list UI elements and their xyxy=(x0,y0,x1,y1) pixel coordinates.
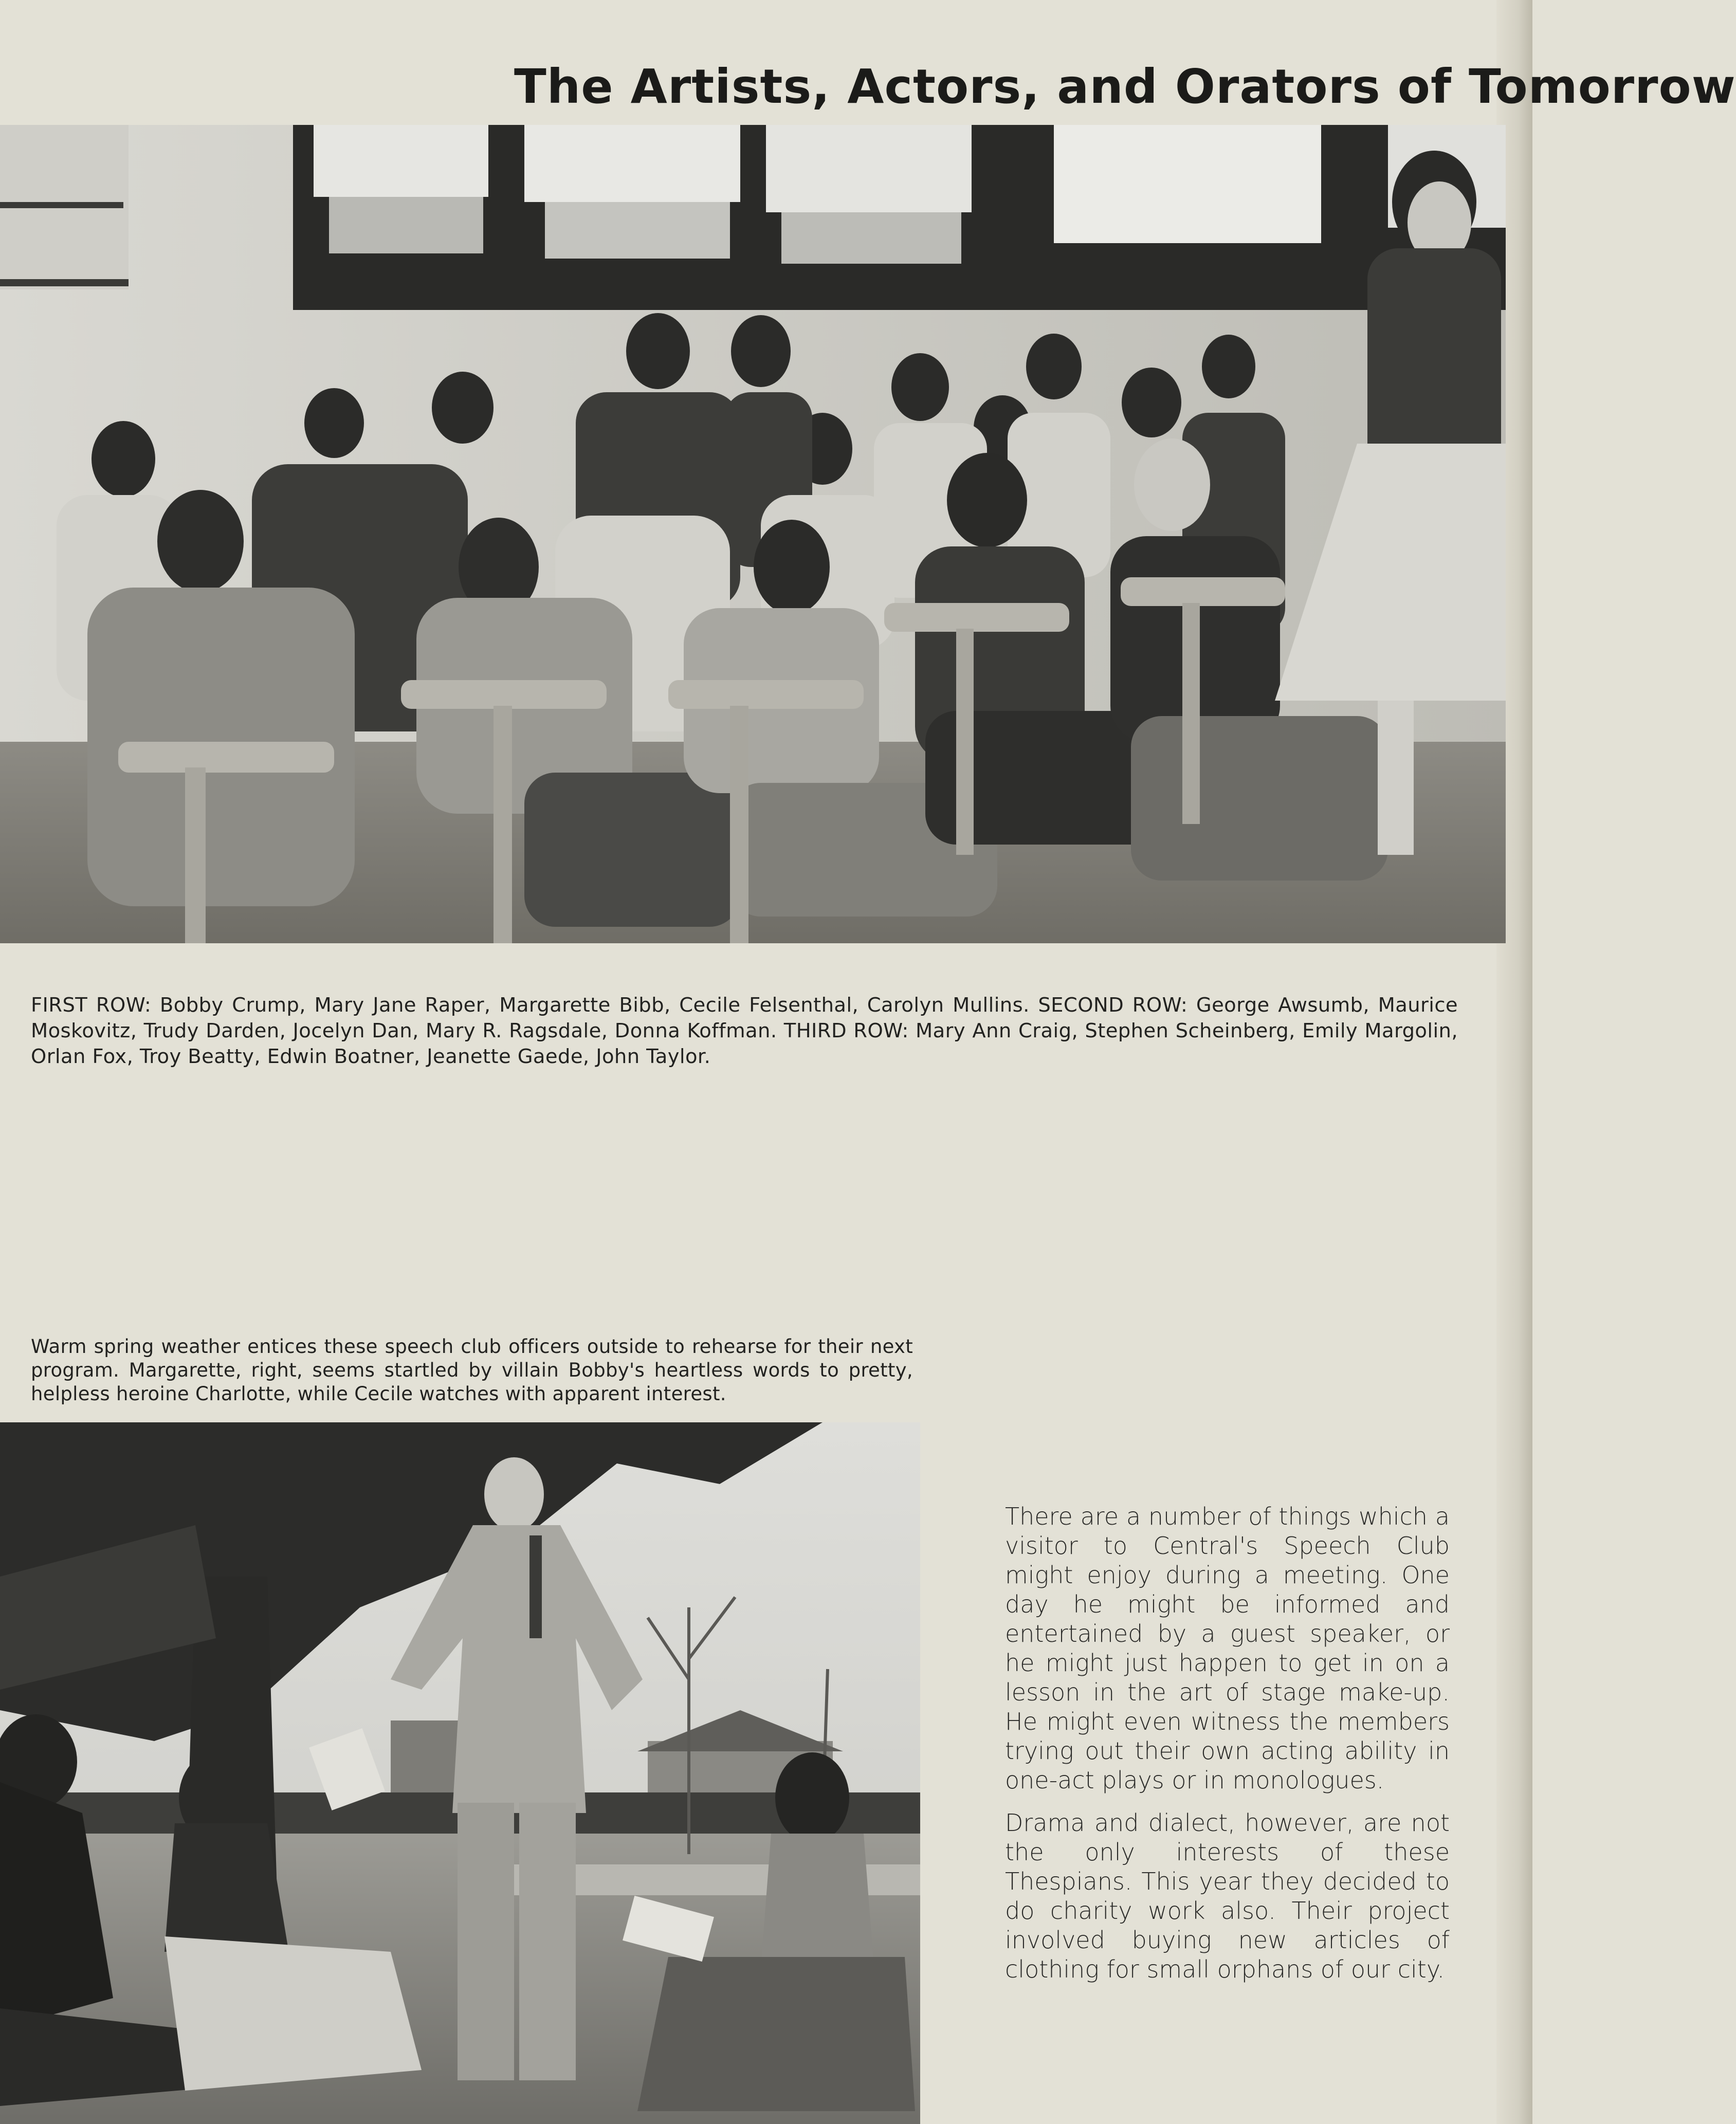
outdoor-rehearsal-photo xyxy=(0,1422,920,2124)
classroom-photo xyxy=(0,125,1506,943)
article-paragraph: Drama and dialect, however, are not the only interests of these Thespians. This year they decided to do charity work also. Their project involved buying new articles of clothing for small orphans of our city. xyxy=(1005,1809,1450,1983)
article-paragraph: There are a number of things which a visitor to Central's Speech Club might enjoy during a meeting. One day he might be informed and entertained by a guest speaker, or he might just happen to get in on a lesson in the art of stage make-up. He might even witness the members trying out their own acting ability in one-act plays or in monologues. xyxy=(1005,1503,1450,1794)
bottom-photo-caption: Warm spring weather entices these speech club officers outside to rehearse for their next program. Margarette, right, seems startled by villain Bobby's heartless words to pretty, helpless heroine Charlotte, while Cecile watches with apparent interest. xyxy=(31,1335,913,1405)
article-body xyxy=(1005,1502,1450,1998)
page-title: The Artists, Actors, and Orators of Tomorrow xyxy=(514,59,1736,114)
top-photo-caption: FIRST ROW: Bobby Crump, Mary Jane Raper, Margarette Bibb, Cecile Felsenthal, Carolyn Mullins. SECOND ROW: George Awsumb, Maurice Moskovitz, Trudy Darden, Jocelyn Dan, Mary R. Ragsdale, Donna Koffman. THIRD ROW: Mary Ann Craig, Stephen Scheinberg, Emily Margolin, Orlan Fox, Troy Beatty, Edwin Boatner, Jeanette Gaede, John Taylor. xyxy=(31,993,1458,1068)
